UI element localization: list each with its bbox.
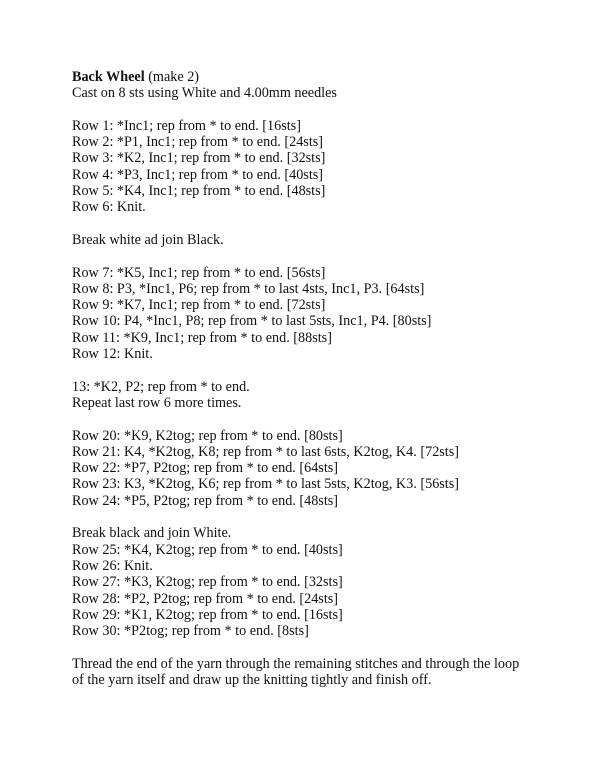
document-page [72, 69, 572, 688]
section-title: Back Wheel [72, 69, 145, 85]
pattern-row: Row 10: P4, *Inc1, P8; rep from * to last 5sts, Inc1, P4. [80sts] [72, 313, 432, 330]
pattern-row: Row 26: Knit. [72, 557, 153, 574]
spacer [72, 102, 572, 118]
spacer [72, 639, 572, 655]
rows-section-3 [72, 379, 572, 412]
pattern-row: Row 4: *P3, Inc1; rep from * to end. [40sts] [72, 166, 324, 183]
heading-line [72, 69, 572, 85]
pattern-row: Row 30: *P2tog; rep from * to end. [8sts] [72, 623, 309, 640]
pattern-row: Row 11: *K9, Inc1; rep from * to end. [88sts] [72, 329, 332, 346]
pattern-row: Row 29: *K1, K2tog; rep from * to end. [16sts] [72, 606, 343, 623]
break-white-note: Break white ad join Black. [72, 231, 224, 248]
pattern-row: Row 27: *K3, K2tog; rep from * to end. [32sts] [72, 574, 343, 591]
spacer [72, 509, 572, 525]
pattern-row: Row 9: *K7, Inc1; rep from * to end. [72sts] [72, 297, 326, 314]
pattern-row: Row 22: *P7, P2tog; rep from * to end. [64sts] [72, 460, 339, 477]
pattern-row: Row 3: *K2, Inc1; rep from * to end. [32sts] [72, 150, 326, 167]
pattern-row: Row 28: *P2, P2tog; rep from * to end. [24sts] [72, 590, 339, 607]
spacer [72, 248, 572, 264]
pattern-row: Row 20: *K9, K2tog; rep from * to end. [80sts] [72, 427, 343, 444]
pattern-row: Row 7: *K5, Inc1; rep from * to end. [56sts] [72, 264, 326, 281]
pattern-row: Row 25: *K4, K2tog; rep from * to end. [40sts] [72, 541, 343, 558]
pattern-row: Row 23: K3, *K2tog, K6; rep from * to last 5sts, K2tog, K3. [56sts] [72, 476, 459, 493]
pattern-row: Row 6: Knit. [72, 199, 146, 216]
spacer [72, 411, 572, 427]
pattern-row: 13: *K2, P2; rep from * to end. [72, 378, 250, 395]
rows-section-4 [72, 428, 572, 509]
pattern-row: Repeat last row 6 more times. [72, 394, 242, 411]
break-black-note: Break black and join White. [72, 525, 232, 542]
spacer [72, 362, 572, 378]
finish-line: Thread the end of the yarn through the remaining stitches and through the loop [72, 655, 520, 672]
pattern-row: Row 5: *K4, Inc1; rep from * to end. [48sts] [72, 183, 326, 200]
finishing-paragraph [72, 656, 572, 689]
pattern-row: Row 8: P3, *Inc1, P6; rep from * to last 4sts, Inc1, P3. [64sts] [72, 280, 425, 297]
rows-section-2 [72, 265, 572, 363]
pattern-row: Row 12: Knit. [72, 346, 153, 363]
cast-on-line: Cast on 8 sts using White and 4.00mm needles [72, 85, 337, 102]
pattern-row: Row 24: *P5, P2tog; rep from * to end. [48sts] [72, 492, 339, 509]
pattern-row: Row 1: *Inc1; rep from * to end. [16sts] [72, 117, 301, 134]
pattern-row: Row 2: *P1, Inc1; rep from * to end. [24sts] [72, 134, 324, 151]
rows-section-1 [72, 118, 572, 216]
finish-line: of the yarn itself and draw up the knitting tightly and finish off. [72, 671, 432, 688]
make-note: (make 2) [144, 69, 200, 85]
spacer [72, 216, 572, 232]
rows-section-5 [72, 525, 572, 639]
pattern-row: Row 21: K4, *K2tog, K8; rep from * to last 6sts, K2tog, K4. [72sts] [72, 443, 459, 460]
